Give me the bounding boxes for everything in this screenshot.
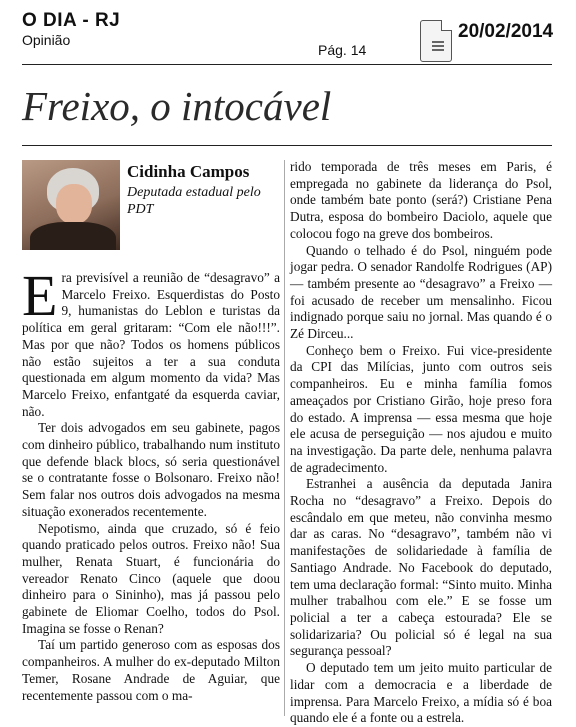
document-icon xyxy=(420,20,452,62)
paragraph: Ter dois advogados em seu gabinete, pagos com dinheiro público, trabalhando num instituto que defende black blocs, só seria questionável se o contratante fosse o Bolsonaro. Freixo não! Sem falar nos outros dois advogados na mesma situação exonerados recentemente. xyxy=(22,420,280,519)
paragraph: Quando o telhado é do Psol, ninguém pode jogar pedra. O senador Randolfe Rodrigues (AP) — também presente ao “desagravo” a Freixo — foi acusado de receber um mensalinho. Ficou indignado porque saiu no jornal. Mas quando é o Zé Dirceu... xyxy=(290,242,552,342)
section-name: Opinião xyxy=(22,32,71,48)
paragraph: Estranhei a ausência da deputada Janira Rocha no “desagravo” a Freixo. Depois do escândalo em que meteu, não convinha mesmo dar as caras. No “desagravo”, também não vi manifestações de solidariedade à família de Santiago Andrade. No Facebook do deputado, tem uma declaração formal: “Sinto muito. Minha mulher trabalhou com ele.” E se fosse um policial a ter a cabeça estourada? Ele se solidarizaria? Ou policial só é legal na sua segurança pessoal? xyxy=(290,476,552,659)
article-column-left xyxy=(22,263,280,704)
paragraph: Taí um partido generoso com as esposas dos companheiros. A mulher do ex-deputado Milton Temer, Rosane Andrade de Aguiar, que recentemente passou com o ma- xyxy=(22,637,280,703)
article-title: Freixo, o intocável xyxy=(22,83,332,129)
drop-cap: E xyxy=(22,263,58,328)
author-role: Deputada estadual pelo PDT xyxy=(127,185,261,217)
newspaper-name: O DIA - RJ xyxy=(22,10,121,31)
paragraph: O deputado tem um jeito muito particular de lidar com a democracia e a liberdade de imprensa. Para Marcelo Freixo, a mídia só é boa quando ele é a fonte ou a estrela. xyxy=(290,660,552,726)
paragraph: Conheço bem o Freixo. Fui vice-presidente da CPI das Milícias, junto com outros seis companheiros. Eu e minha família fomos ameaçados por Cristiano Girão, hoje preso fora do estado. A imprensa — essa mesma que hoje ele acusa de perseguição — nos ajudou e muito na investigação. Da parte dele, nenhuma palavra de agradecimento. xyxy=(290,342,552,475)
author-name: Cidinha Campos xyxy=(127,162,250,181)
paragraph: rido temporada de três meses em Paris, é empregada no gabinete da liderança do Psol, onde também bate ponto (será?) Cristiane Pena Dutra, esposa do bombeiro Daciolo, aquele que colocou fogo na greve dos bombeiros. xyxy=(290,159,552,241)
paragraph: Nepotismo, ainda que cruzado, só é feio quando praticado pelos outros. Freixo não! Sua mulher, Renata Stuart, é funcionária do vereador Renato Cinco (aquele que doou dinheiro para o Sininho), mas já passou pelo gabinete de Eliomar Coelho, todos do Psol. Imagina se fosse o Renan? xyxy=(22,520,280,636)
column-divider xyxy=(284,160,285,716)
page-number: Pág. 14 xyxy=(318,42,367,58)
author-photo xyxy=(22,160,120,250)
masthead xyxy=(22,10,120,48)
paragraph: Era previsível a reunião de “desagravo” a Marcelo Freixo. Esquerdistas do Posto 9, humanistas do Leblon e turistas da política em geral gritaram: “Com ele não!!!”. Mas por que não? Todos os homens públicos não estão sujeitos a ter a sua conduta questionada em algum momento da vida? Mas Marcelo Freixo, enfantgaté da esquerda caviar, não. xyxy=(22,263,280,419)
publication-date: 20/02/2014 xyxy=(458,21,554,42)
author-byline xyxy=(22,160,280,250)
header-divider xyxy=(22,64,552,65)
article-column-right xyxy=(290,159,552,727)
title-divider xyxy=(22,145,552,146)
